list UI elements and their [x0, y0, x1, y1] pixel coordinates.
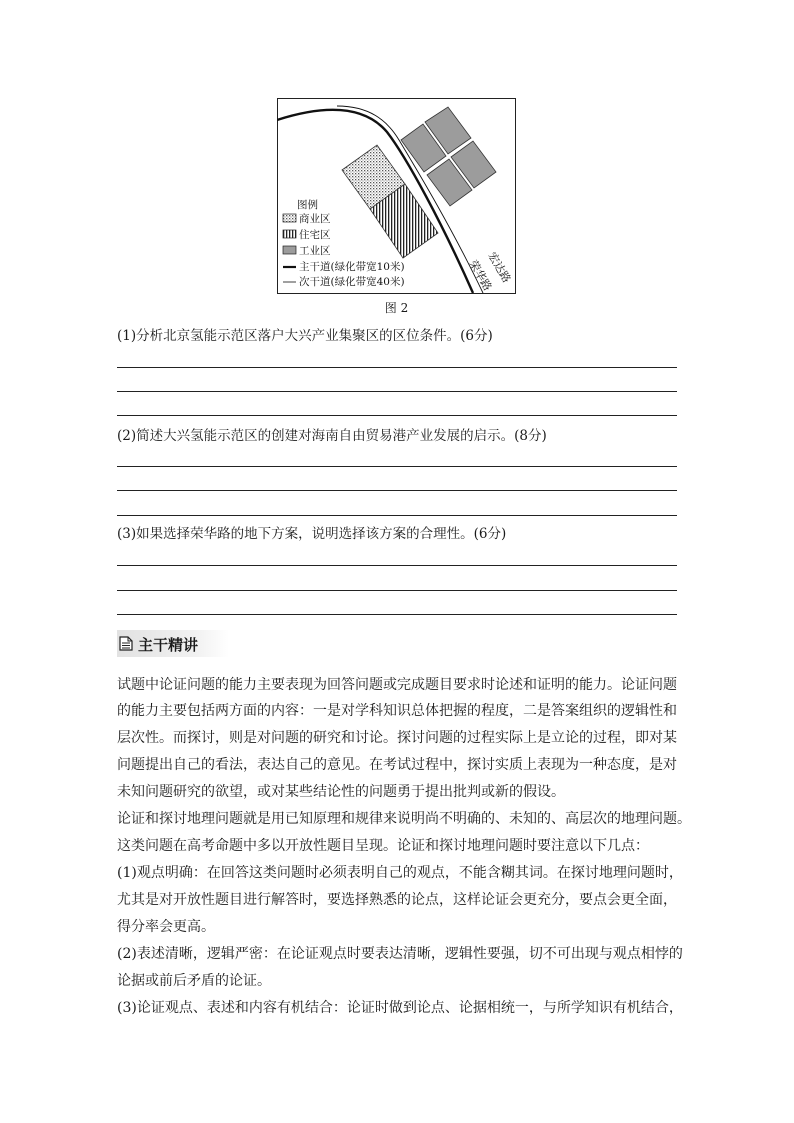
question-2: (2)简述大兴氢能示范区的创建对海南自由贸易港产业发展的启示。(8分) — [117, 428, 547, 444]
answer-line — [117, 391, 677, 392]
body-line: (1)观点明确：在回答这类问题时必须表明自己的观点，不能含糊其词。在探讨地理问题时， — [117, 865, 683, 881]
road-label-hongda: 宏达路 — [485, 250, 514, 286]
figure-caption: 图 2 — [384, 301, 409, 315]
answer-line — [117, 490, 677, 491]
body-line: 论证和探讨地理问题就是用已知原理和规律来说明尚不明确的、未知的、高层次的地理问题。 — [117, 811, 691, 827]
legend-swatch-industrial — [283, 246, 296, 254]
answer-line — [117, 614, 677, 615]
body-line: 问题提出自己的看法，表达自己的意见。在考试过程中，探讨实质上表现为一种态度，是对 — [117, 757, 677, 773]
road-label-ronghua: 荣华路 — [466, 258, 495, 294]
answer-line — [117, 565, 677, 566]
body-line: (3)论证观点、表述和内容有机结合：论证时做到论点、论据相统一，与所学知识有机结合， — [117, 1000, 683, 1016]
body-line: 得分率会更高。 — [117, 919, 215, 935]
body-line: (2)表述清晰，逻辑严密：在论证观点时要表达清晰，逻辑性要强，切不可出现与观点相悖的 — [117, 946, 683, 962]
answer-line — [117, 466, 677, 467]
answer-line — [117, 515, 677, 516]
body-line: 试题中论证问题的能力主要表现为回答问题或完成题目要求时论述和证明的能力。论证问题 — [117, 677, 677, 693]
legend-label-residential: 住宅区 — [299, 229, 331, 241]
answer-line — [117, 590, 677, 591]
legend-label-main-road: 主干道(绿化带宽10米) — [299, 261, 405, 273]
legend-title: 图例 — [297, 199, 318, 211]
zoning-map — [277, 98, 516, 294]
legend-label-industrial: 工业区 — [299, 245, 331, 257]
body-line: 论据或前后矛盾的论证。 — [117, 973, 271, 989]
answer-line — [117, 415, 677, 416]
section-header — [117, 630, 229, 657]
legend-swatch-residential — [283, 230, 296, 238]
body-line: 层次性。而探讨，则是对问题的研究和讨论。探讨问题的过程实际上是立论的过程，即对某 — [117, 730, 677, 746]
document-icon — [119, 636, 133, 651]
body-line: 尤其是对开放性题目进行解答时，要选择熟悉的论点，这样论证会更充分，要点会更全面， — [117, 892, 677, 908]
answer-line — [117, 367, 677, 368]
question-3: (3)如果选择荣华路的地下方案，说明选择该方案的合理性。(6分) — [117, 526, 507, 542]
question-1: (1)分析北京氢能示范区落户大兴产业集聚区的区位条件。(6分) — [117, 328, 493, 344]
body-line: 这类问题在高考命题中多以开放性题目呈现。论证和探讨地理问题时要注意以下几点： — [117, 838, 649, 854]
legend-swatch-commercial — [283, 214, 296, 222]
legend-label-commercial: 商业区 — [299, 213, 331, 225]
body-line: 的能力主要包括两方面的内容：一是对学科知识总体把握的程度，二是答案组织的逻辑性和 — [117, 703, 677, 719]
body-line: 未知问题研究的欲望，或对某些结论性的问题勇于提出批判或新的假设。 — [117, 784, 565, 800]
legend-label-secondary-road: 次干道(绿化带宽40米) — [299, 276, 405, 288]
section-title: 主干精讲 — [138, 636, 199, 654]
